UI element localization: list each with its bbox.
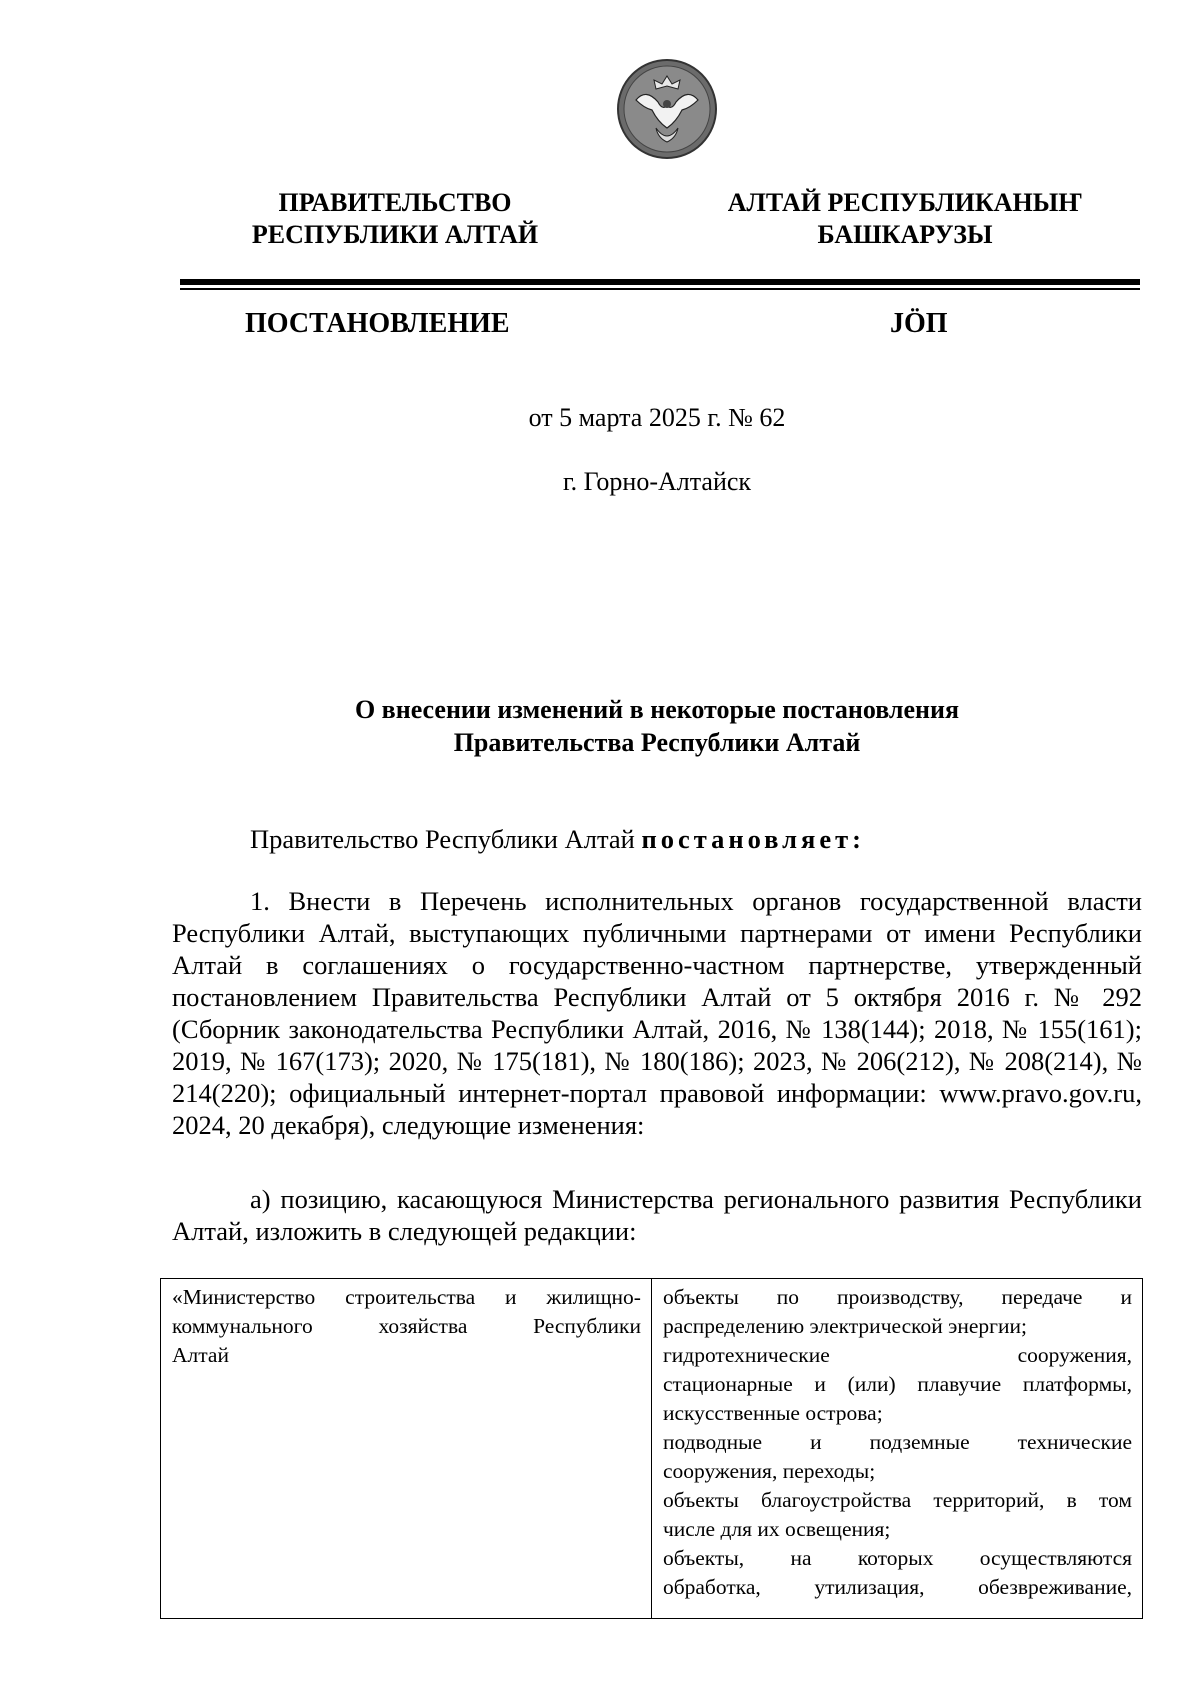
header-left (230, 187, 560, 251)
table-cell-line: искусственные острова; (662, 1401, 883, 1425)
table-cell-line: объекты по производству, передаче и (662, 1285, 1132, 1309)
table-cell-line: распределению электрической энергии; (662, 1314, 1027, 1338)
ministry-table (160, 1278, 1143, 1619)
title-line1: О внесении изменений в некоторые постановления (354, 695, 960, 724)
header-right-line2: БАШКАРУЗЫ (817, 220, 993, 249)
table-cell-line: гидротехнические сооружения, (662, 1343, 1132, 1367)
header-divider-thin (180, 288, 1140, 290)
title-line2: Правительства Республики Алтай (453, 728, 861, 757)
city-line: г. Горно-Алтайск (562, 467, 752, 496)
paragraph-1-text: 1. Внести в Перечень исполнительных органов государственной власти Республики Алтай, выступающих публичными партнерами от имени Республики Алтай в соглашениях о государственно-частном партнерстве, утвержденный постановлением Правительства Республики Алтай от 5 октября 2016 г. № 292 (Сборник законодательства Республики Алтай, 2016, № 138(144); 2018, № 155(161); 2019, № 167(173); 2020, № 175(181), № 180(186); 2023, № 206(212), № 208(214), № 214(220); официальный интернет-портал правовой информации: www.pravo.gov.ru, 2024, 20 декабря), следующие изменения: (172, 886, 1142, 1140)
table-cell-ministry (161, 1279, 652, 1619)
header-right (725, 187, 1085, 251)
document-title (172, 693, 1142, 759)
doc-type-russian: ПОСТАНОВЛЕНИЕ (245, 308, 510, 339)
header-left-line2: РЕСПУБЛИКИ АЛТАЙ (251, 220, 539, 249)
preamble-verb: постановляет: (641, 824, 865, 854)
paragraph-1 (172, 885, 1142, 1141)
doc-type-altai: JӦП (890, 308, 948, 339)
table-cell-line: Алтай (172, 1343, 229, 1367)
table-cell-objects (651, 1279, 1142, 1619)
table-cell-line: сооружения, переходы; (662, 1459, 876, 1483)
table-cell-line: стационарные и (или) плавучие платформы, (662, 1372, 1132, 1396)
header-divider-thick (180, 279, 1140, 285)
paragraph-a (172, 1183, 1142, 1247)
paragraph-a-text: а) позицию, касающуюся Министерства регионального развития Республики Алтай, изложить в следующей редакции: (172, 1184, 1142, 1246)
header-right-line1: АЛТАЙ РЕСПУБЛИКАНЫҤ (727, 188, 1083, 217)
table-cell-line: числе для их освещения; (662, 1517, 891, 1541)
table-row (161, 1279, 1143, 1619)
table-cell-line: подводные и подземные технические (662, 1430, 1132, 1454)
table-cell-line: коммунального хозяйства Республики (172, 1314, 641, 1338)
coat-of-arms-icon (616, 58, 718, 160)
table-cell-line: объекты, на которых осуществляются (662, 1546, 1132, 1570)
table-cell-line: обработка, утилизация, обезвреживание, (662, 1575, 1132, 1599)
preamble-text: Правительство Республики Алтай (250, 824, 642, 854)
header-left-line1: ПРАВИТЕЛЬСТВО (278, 188, 512, 217)
table-cell-line: объекты благоустройства территорий, в том (662, 1488, 1132, 1512)
date-number-line: от 5 марта 2025 г. № 62 (528, 403, 786, 432)
preamble (172, 823, 1142, 855)
table-cell-line: «Министерство строительства и жилищно- (172, 1285, 641, 1309)
